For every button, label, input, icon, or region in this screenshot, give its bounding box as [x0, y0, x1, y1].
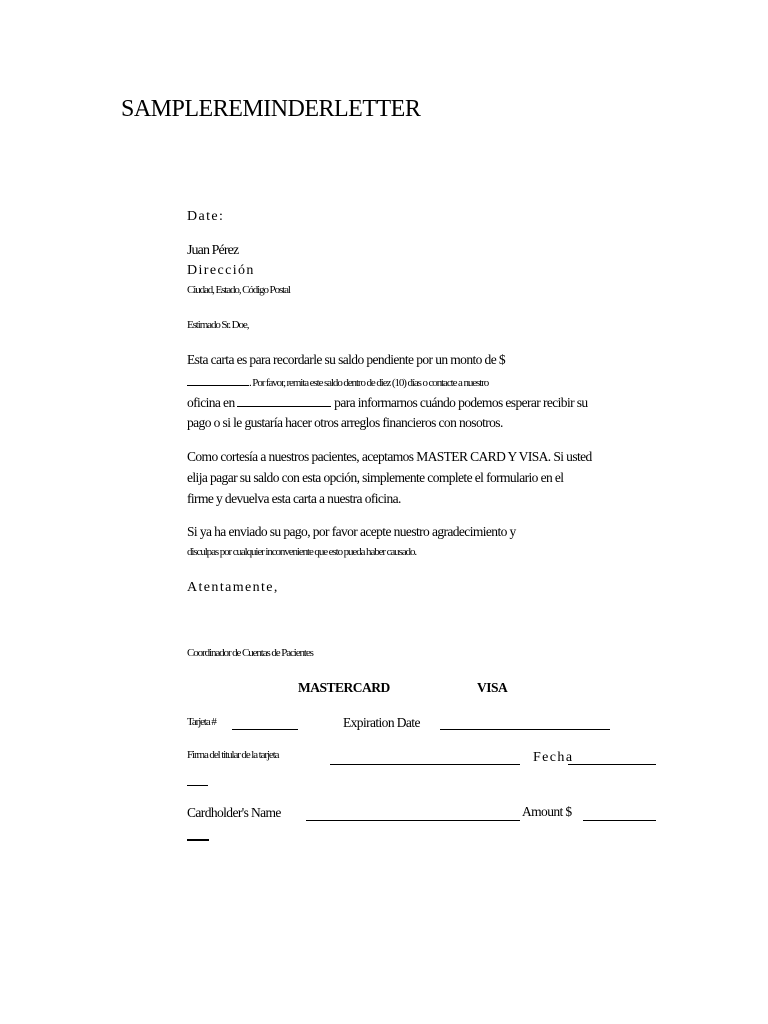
salutation: Estimado Sr. Doe,: [187, 319, 249, 331]
paragraph3-line2: disculpas por cualquier inconveniente que esto pueda haber causado.: [187, 546, 416, 558]
signer-title: Coordinador de Cuentas de Pacientes: [187, 647, 313, 659]
mastercard-label: MASTERCARD: [298, 680, 390, 695]
mastercard-checkbox-icon[interactable]: [254, 683, 264, 695]
paragraph1-line2-text: . Por favor, remita este saldo dentro de diez (10) días o contacte a nuestro: [249, 377, 489, 389]
fecha-field[interactable]: [568, 764, 656, 765]
paragraph1-line3-after: para informarnos cuándo podemos esperar recibir su: [334, 395, 588, 410]
visa-checkbox-icon[interactable]: [433, 683, 443, 695]
paragraph1-line3-before: oficina en: [187, 395, 235, 410]
amount-field-continuation: [187, 839, 209, 841]
paragraph2-line3: firme y devuelva esta carta a nuestra oficina.: [187, 491, 401, 506]
signature-field[interactable]: [330, 764, 520, 765]
fecha-label: Fecha: [533, 750, 574, 765]
city-line: Ciudad, Estado, Código Postal: [187, 284, 290, 296]
amount-blank[interactable]: [187, 373, 249, 386]
closing: Atentamente,: [187, 580, 279, 595]
paragraph1-line1: Esta carta es para recordarle su saldo pendiente por un monto de $: [187, 352, 506, 367]
paragraph1-line3: [187, 394, 588, 411]
date-label: Date:: [187, 209, 225, 224]
visa-label: VISA: [477, 680, 508, 695]
card-number-label: Tarjeta #: [187, 716, 216, 728]
mastercard-option[interactable]: [254, 682, 264, 700]
paragraph1-line4: pago o si le gustaría hacer otros arreglos financieros con nosotros.: [187, 415, 503, 430]
cardholder-name-field[interactable]: [306, 820, 520, 821]
card-number-field[interactable]: [232, 729, 298, 730]
signature-label: Firma del titular de la tarjeta: [187, 749, 279, 761]
paragraph1-line2: [187, 373, 488, 391]
paragraph2-line1: Como cortesía a nuestros pacientes, aceptamos MASTER CARD Y VISA. Si usted: [187, 449, 592, 464]
office-blank[interactable]: [237, 394, 331, 407]
expiration-date-field[interactable]: [440, 729, 610, 730]
fecha-field-continuation: [187, 785, 208, 786]
expiration-label: Expiration Date: [343, 715, 420, 730]
amount-label: Amount $: [522, 804, 572, 819]
cardholder-label: Cardholder's Name: [187, 805, 281, 820]
recipient-name: Juan Pérez: [187, 243, 239, 258]
letter-title: SAMPLEREMINDERLETTER: [121, 96, 421, 122]
address-label: Dirección: [187, 263, 255, 278]
paragraph2-line2: elija pagar su saldo con esta opción, simplemente complete el formulario en el: [187, 470, 564, 485]
paragraph3-line1: Si ya ha enviado su pago, por favor acepte nuestro agradecimiento y: [187, 524, 516, 539]
visa-option[interactable]: [433, 682, 443, 700]
amount-field[interactable]: [583, 820, 656, 821]
